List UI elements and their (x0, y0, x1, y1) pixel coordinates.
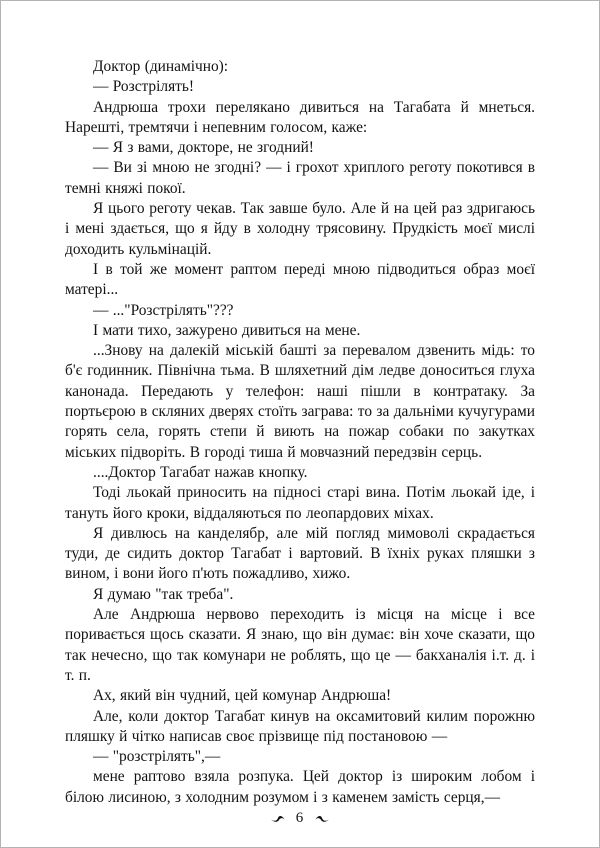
page-text (65, 57, 535, 808)
paragraph: І мати тихо, зажурено дивиться на мене. (93, 321, 361, 339)
paragraph: — Я з вами, докторе, не згодний! (93, 139, 314, 157)
paragraph: — "розстрілять",— (93, 748, 221, 766)
paragraph: Я дивлюсь на канделябр, але мій погляд мимоволі скрадається туди, де сидить доктор Тагабат і вартовий. В їхніх руках пляшки з вином, і вони його п'ють пожадливо, хижо. (65, 524, 535, 583)
paragraph: Тоді льокай приносить на підносі старі вина. Потім льокай іде, і тануть його кроки, віддаляються по леопардових міхах. (65, 484, 535, 522)
fleuron-right-icon (314, 813, 330, 824)
paragraph: Доктор (динамічно): (93, 58, 229, 75)
fleuron-left-icon (270, 813, 286, 824)
paragraph: — Ви зі мною не згодні? — і грохот хриплого реготу покотився в темні княжі покої. (65, 159, 535, 197)
paragraph: І в той же момент раптом переді мною підводиться образ моєї матері... (65, 260, 535, 299)
paragraph: — Розстрілять! (93, 78, 195, 96)
paragraph: Ах, який він чудний, цей комунар Андрюша! (93, 687, 392, 705)
page-footer (1, 810, 599, 827)
paragraph: ...Знову на далекій міській башті за перевалом дзвенить мідь: то б'є годинник. Північна тьма. В шляхетний дім ледве доноситься глуха канонада. Передають у телефон: наші пішли в контратаку. За портьєрою в скляних дверях стоїть заграва: то за дальніми кучугурами горять села, горять степи й виють на пожар собаки по закутках міських підворіть. В городі тиша й мовчазний передзвін серць. (65, 342, 535, 461)
paragraph: ....Доктор Тагабат нажав кнопку. (93, 463, 308, 481)
page-number: 6 (295, 810, 305, 826)
paragraph: Я думаю "так треба". (93, 585, 234, 603)
paragraph: Я цього реготу чекав. Так завше було. Але й на цей раз здригаюсь і мені здається, що я йду в холодну трясовину. Прудкість моєї мислі доходить кульмінацій. (65, 200, 535, 258)
paragraph: мене раптово взяла розпука. Цей доктор із широким лобом і білою лисиною, з холодним розумом і з каменем замість серця,— (65, 768, 535, 806)
paragraph: Але Андрюша нервово переходить із місця на місце і все поривається щось сказати. Я знаю, що він думає: він хоче сказати, що так нечесно, що так комунари не роблять, що це — бакханалія і.т. д. і т. п. (65, 606, 535, 684)
paragraph: — ..."Розстрілять"??? (93, 301, 234, 319)
paragraph: Але, коли доктор Тагабат кинув на оксамитовий килим порожню пляшку й чітко написав своє прізвище під постановою — (65, 707, 535, 745)
paragraph: Андрюша трохи перелякано дивиться на Тагабата й мнеться. Нарешті, тремтячи і непевним голосом, каже: (65, 98, 535, 136)
